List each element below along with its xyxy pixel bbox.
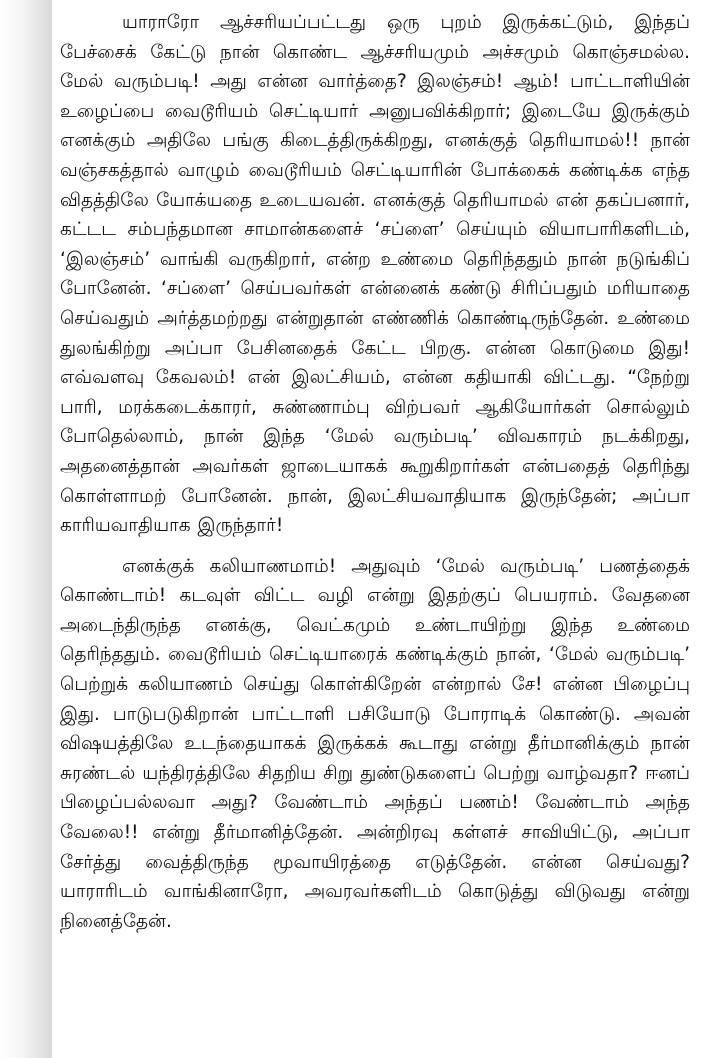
scan-edge-shadow (0, 0, 52, 1058)
book-page (60, 8, 690, 1048)
paragraph-2: எனக்குக் கலியாணமாம்! அதுவும் ‘மேல் வரும்படி’ பணத்தைக் கொண்டாம்! கடவுள் விட்ட வழி என்று இதற்குப் பெயராம். வேதனை அடைந்திருந்த எனக்கு, வெட்கமும் உண்டாயிற்று இந்த உண்மை தெரிந்ததும். வைடூரியம் செட்டியாரைக் கண்டிக்கும் நான், ‘மேல் வரும்படி’ பெற்றுக் கலியாணம் செய்து கொள்கிறேன் என்றால் சே! என்ன பிழைப்பு இது. பாடுபடுகிறான் பாட்டாளி பசியோடு போராடிக் கொண்டு. அவன் விஷயத்திலே உடந்தையாகக் இருக்கக் கூடாது என்று தீர்மானிக்கும் நான் சுரண்டல் யந்திரத்திலே சிதறிய சிறு துண்டுகளைப் பெற்று வாழ்வதா? ஈனப் பிழைப்பல்லவா அது? வேண்டாம் அந்தப் பணம்! வேண்டாம் அந்த வேலை!! என்று தீர்மானித்தேன். அன்றிரவு கள்ளச் சாவியிட்டு, அப்பா சேர்த்து வைத்திருந்த மூவாயிரத்தை எடுத்தேன். என்ன செய்வது? யாராரிடம் வாங்கினாரோ, அவரவர்களிடம் கொடுத்து விடுவது என்று நினைத்தேன். (60, 555, 690, 932)
paragraph-1: யாராரோ ஆச்சரியப்பட்டது ஒரு புறம் இருக்கட்டும், இந்தப் பேச்சைக் கேட்டு நான் கொண்ட ஆச்சரியமும் அச்சமும் கொஞ்சமல்ல. மேல் வரும்படி! அது என்ன வார்த்தை? இலஞ்சம்! ஆம்! பாட்டாளியின் உழைப்பை வைடூரியம் செட்டியார் அனுபவிக்கிறார்; இடையே இருக்கும் எனக்கும் அதிலே பங்கு கிடைத்திருக்கிறது, எனக்குத் தெரியாமல்!! நான் வஞ்சகத்தால் வாழும் வைடூரியம் செட்டியாரின் போக்கைக் கண்டிக்க எந்த விதத்திலே யோக்யதை உடையவன். எனக்குத் தெரியாமல் என் தகப்பனார், கட்டட சம்பந்தமான சாமான்களைச் ‘சப்ளை’ செய்யும் வியாபாரிகளிடம், ‘இலஞ்சம்’ வாங்கி வருகிறார், என்ற உண்மை தெரிந்ததும் நான் நடுங்கிப் போனேன். ‘சப்ளை’ செய்பவர்கள் என்னைக் கண்டு சிரிப்பதும் மரியாதை செய்வதும் அர்த்தமற்றது என்றுதான் எண்ணிக் கொண்டிருந்தேன். உண்மை துலங்கிற்று அப்பா பேசினதைக் கேட்ட பிறகு. என்ன கொடுமை இது! எவ்வளவு கேவலம்! என் இலட்சியம், என்ன கதியாகி விட்டது. “நேற்று பாரி, மரக்கடைக்காரர், சுண்ணாம்பு விற்பவர் ஆகியோர்கள் சொல்லும் போதெல்லாம், நான் இந்த ‘மேல் வரும்படி’ விவகாரம் நடக்கிறது, அதனைத்தான் அவர்கள் ஜாடையாகக் கூறுகிறார்கள் என்பதைத் தெரிந்து கொள்ளாமற் போனேன். நான், இலட்சியவாதியாக இருந்தேன்; அப்பா காரியவாதியாக இருந்தார்! (60, 12, 690, 537)
